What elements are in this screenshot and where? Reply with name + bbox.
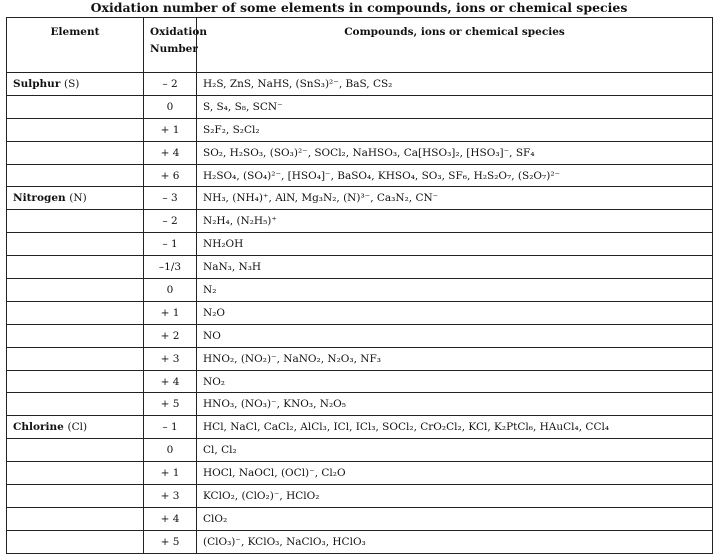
species-cell: N₂H₄, (N₂H₅)⁺ <box>197 210 713 233</box>
species-cell: S₂F₂, S₂Cl₂ <box>197 118 713 141</box>
element-symbol: (Cl) <box>67 421 88 434</box>
table-row <box>7 347 713 370</box>
element-cell <box>7 507 144 530</box>
oxidation-number-cell: – 2 <box>144 73 197 96</box>
table-title: Oxidation number of some elements in compounds, ions or chemical species <box>90 0 628 15</box>
oxidation-number-cell: + 1 <box>144 462 197 485</box>
element-cell <box>7 164 144 187</box>
oxidation-number-cell: – 1 <box>144 233 197 256</box>
table-row <box>7 370 713 393</box>
oxidation-number-cell: + 4 <box>144 507 197 530</box>
table-row <box>7 301 713 324</box>
table-row <box>7 95 713 118</box>
element-cell <box>7 141 144 164</box>
table-row <box>7 507 713 530</box>
oxidation-number-cell: + 2 <box>144 324 197 347</box>
element-cell <box>7 210 144 233</box>
element-cell <box>7 73 144 96</box>
species-cell: S, S₄, S₈, SCN⁻ <box>197 95 713 118</box>
species-cell: NaN₃, N₃H <box>197 256 713 279</box>
oxidation-table <box>6 17 713 554</box>
oxidation-number-cell: – 3 <box>144 187 197 210</box>
element-cell <box>7 301 144 324</box>
table-row <box>7 462 713 485</box>
oxidation-number-cell: + 1 <box>144 301 197 324</box>
species-cell: H₂S, ZnS, NaHS, (SnS₃)²⁻, BaS, CS₂ <box>197 73 713 96</box>
species-cell: HNO₃, (NO₃)⁻, KNO₃, N₂O₅ <box>197 393 713 416</box>
oxidation-number-cell: + 5 <box>144 530 197 553</box>
header-element: Element <box>7 18 144 73</box>
species-cell: HOCl, NaOCl, (OCl)⁻, Cl₂O <box>197 462 713 485</box>
oxidation-number-cell: –1/3 <box>144 256 197 279</box>
element-cell <box>7 324 144 347</box>
table-row <box>7 393 713 416</box>
header-row <box>7 18 713 73</box>
table-row <box>7 141 713 164</box>
element-cell <box>7 187 144 210</box>
element-cell <box>7 347 144 370</box>
element-cell <box>7 256 144 279</box>
element-name: Nitrogen <box>13 192 66 205</box>
oxidation-number-cell: + 3 <box>144 347 197 370</box>
table-row <box>7 187 713 210</box>
species-cell: (ClO₃)⁻, KClO₃, NaClO₃, HClO₃ <box>197 530 713 553</box>
element-cell <box>7 462 144 485</box>
element-cell <box>7 485 144 508</box>
table-row <box>7 439 713 462</box>
species-cell: HCl, NaCl, CaCl₂, AlCl₃, ICl, ICl₃, SOCl₂, CrO₂Cl₂, KCl, K₂PtCl₆, HAuCl₄, CCl₄ <box>197 416 713 439</box>
table-row <box>7 118 713 141</box>
element-cell <box>7 393 144 416</box>
species-cell: ClO₂ <box>197 507 713 530</box>
oxidation-number-cell: – 1 <box>144 416 197 439</box>
element-cell <box>7 370 144 393</box>
table-row <box>7 530 713 553</box>
table-row <box>7 279 713 302</box>
oxidation-number-cell: – 2 <box>144 210 197 233</box>
oxidation-number-cell: + 6 <box>144 164 197 187</box>
element-name: Sulphur <box>13 77 61 90</box>
oxidation-number-cell: 0 <box>144 279 197 302</box>
oxidation-number-cell: 0 <box>144 439 197 462</box>
element-cell <box>7 416 144 439</box>
element-cell <box>7 233 144 256</box>
table-row <box>7 416 713 439</box>
species-cell: NH₂OH <box>197 233 713 256</box>
element-cell <box>7 530 144 553</box>
table-row <box>7 324 713 347</box>
oxidation-number-cell: + 3 <box>144 485 197 508</box>
table-row <box>7 210 713 233</box>
element-name: Chlorine <box>13 421 64 434</box>
header-species: Compounds, ions or chemical species <box>197 18 713 73</box>
species-cell: H₂SO₄, (SO₄)²⁻, [HSO₄]⁻, BaSO₄, KHSO₄, SO₃, SF₆, H₂S₂O₇, (S₂O₇)²⁻ <box>197 164 713 187</box>
element-cell <box>7 95 144 118</box>
species-cell: NO <box>197 324 713 347</box>
element-symbol: (N) <box>69 192 87 205</box>
oxidation-number-cell: + 4 <box>144 141 197 164</box>
species-cell: SO₂, H₂SO₃, (SO₃)²⁻, SOCl₂, NaHSO₃, Ca[HSO₃]₂, [HSO₃]⁻, SF₄ <box>197 141 713 164</box>
species-cell: Cl, Cl₂ <box>197 439 713 462</box>
species-cell: NH₃, (NH₄)⁺, AlN, Mg₃N₂, (N)³⁻, Ca₃N₂, CN⁻ <box>197 187 713 210</box>
element-symbol: (S) <box>64 77 80 90</box>
table-row <box>7 485 713 508</box>
table-row <box>7 73 713 96</box>
species-cell: HNO₂, (NO₂)⁻, NaNO₂, N₂O₃, NF₃ <box>197 347 713 370</box>
element-cell <box>7 279 144 302</box>
species-cell: N₂ <box>197 279 713 302</box>
table-row <box>7 233 713 256</box>
table-row <box>7 164 713 187</box>
oxidation-number-cell: 0 <box>144 95 197 118</box>
species-cell: KClO₂, (ClO₂)⁻, HClO₂ <box>197 485 713 508</box>
element-cell <box>7 118 144 141</box>
species-cell: NO₂ <box>197 370 713 393</box>
table-row <box>7 256 713 279</box>
element-cell <box>7 439 144 462</box>
oxidation-number-cell: + 1 <box>144 118 197 141</box>
oxidation-number-cell: + 4 <box>144 370 197 393</box>
species-cell: N₂O <box>197 301 713 324</box>
header-oxidation-number: Oxidation Number <box>144 18 197 73</box>
oxidation-number-cell: + 5 <box>144 393 197 416</box>
